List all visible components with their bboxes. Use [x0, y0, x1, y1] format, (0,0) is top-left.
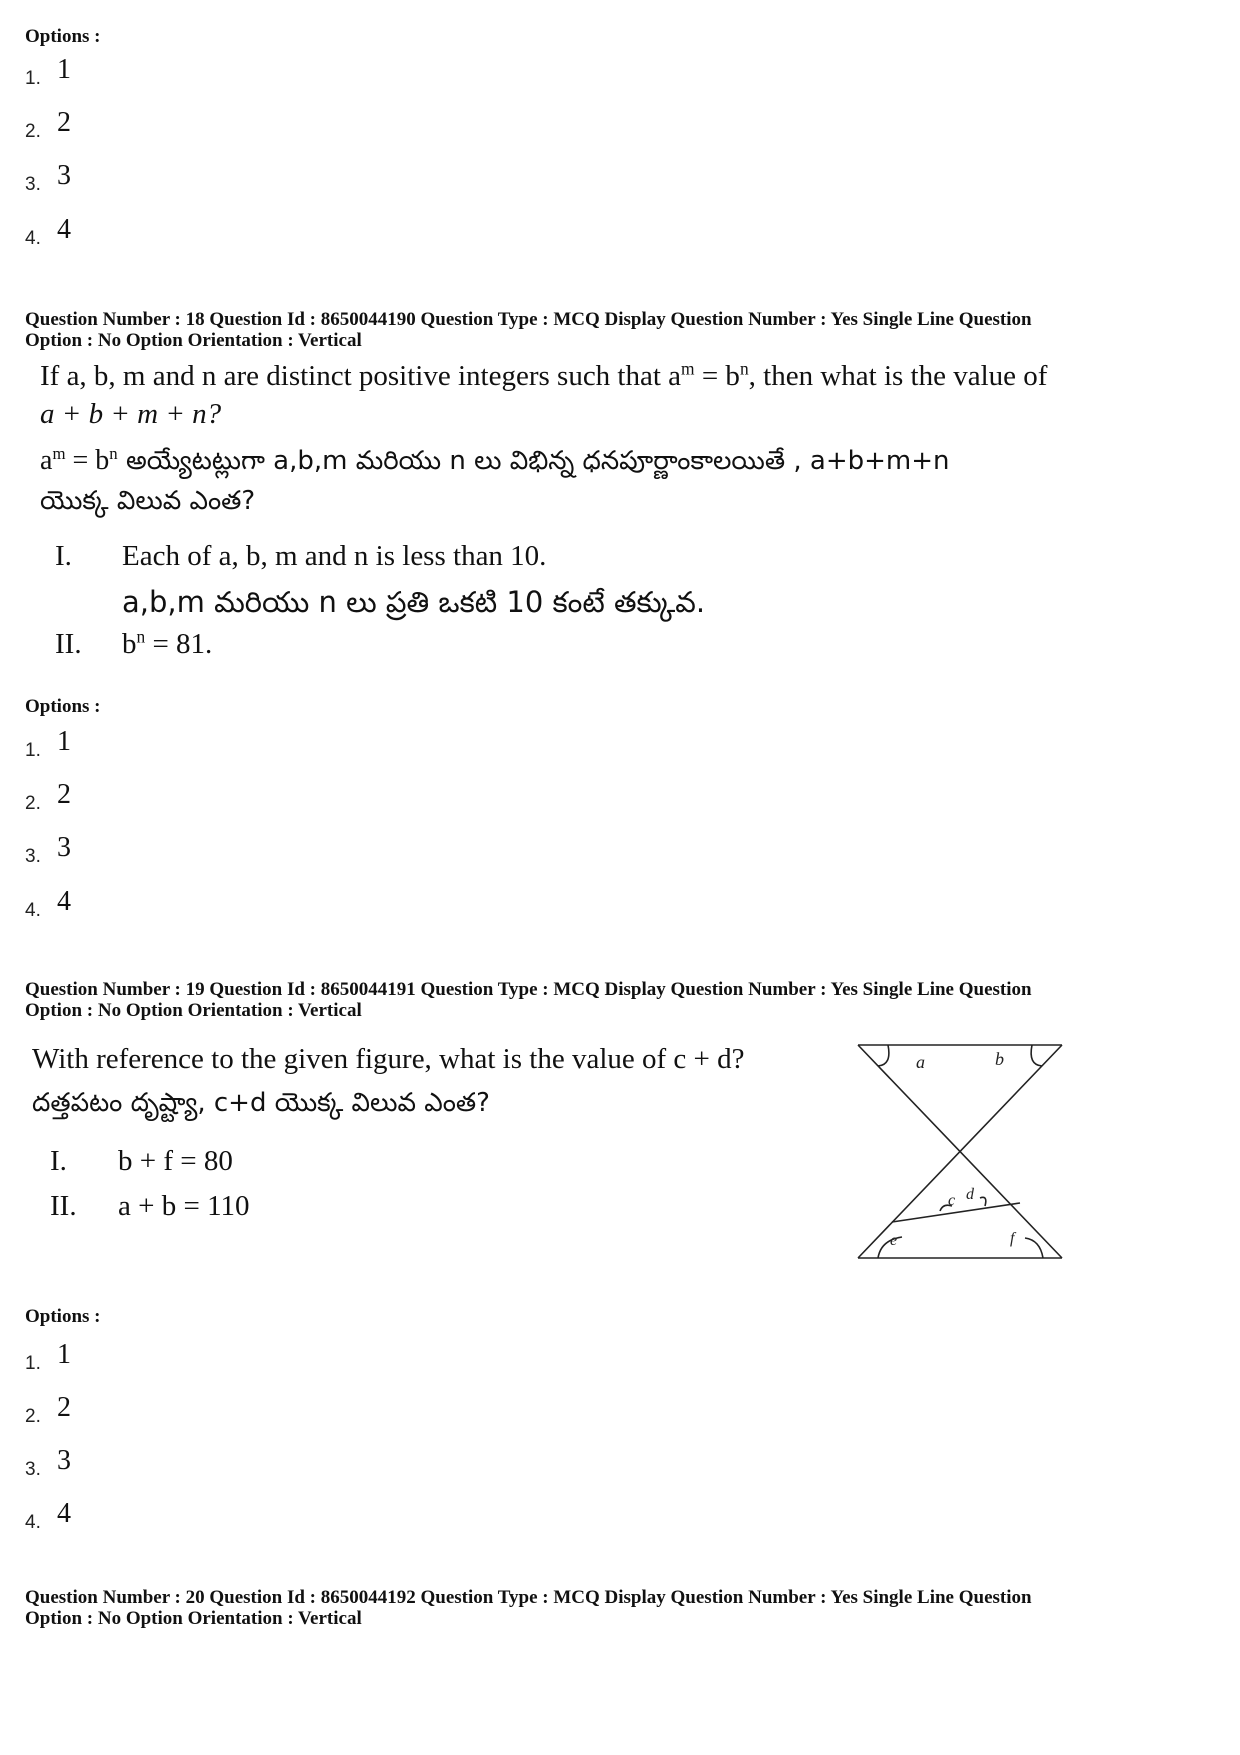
statement-1: b + f = 80	[118, 1145, 233, 1177]
option-number: 1.	[25, 740, 41, 761]
option-number: 4.	[25, 900, 41, 921]
option-3[interactable]	[25, 1445, 225, 1499]
option-value: 2	[57, 1392, 71, 1423]
option-4[interactable]	[25, 886, 225, 940]
question-meta-line2: Option : No Option Orientation : Vertical	[25, 1000, 362, 1021]
option-value: 1	[57, 54, 71, 85]
statement-1-roman: I.	[55, 540, 72, 572]
label-c: c	[948, 1192, 956, 1209]
statement-1-roman: I.	[50, 1145, 67, 1177]
option-value: 4	[57, 886, 71, 917]
option-1[interactable]	[25, 1339, 225, 1393]
question-meta	[25, 1587, 1032, 1629]
statement-2: $b^n = 81$.	[122, 626, 213, 660]
option-value: 2	[57, 107, 71, 138]
options-heading: Options :	[25, 696, 101, 717]
option-3[interactable]	[25, 160, 225, 214]
option-number: 3.	[25, 174, 41, 195]
option-value: 3	[57, 1445, 71, 1476]
question-text-en: If a, b, m and n are distinct positive integers such that $a^m = b^n$, then what is the value of a + b + m + n?	[40, 358, 1048, 430]
transversal	[892, 1203, 1020, 1222]
question-text-te: $a^m = b^n$ అయ్యేటట్లుగా a,b,m మరియు n లు విభిన్న ధనపూర్ణాంకాలయితే , a+b+m+n యొక్క విలువ ఎంత?	[40, 443, 950, 516]
option-value: 1	[57, 726, 71, 757]
question-meta-line2: Option : No Option Orientation : Vertical	[25, 1608, 362, 1629]
option-number: 4.	[25, 228, 41, 249]
label-a: a	[916, 1052, 925, 1072]
option-number: 3.	[25, 1459, 41, 1480]
option-number: 4.	[25, 1512, 41, 1533]
option-number: 3.	[25, 846, 41, 867]
question-text-en: With reference to the given figure, what is the value of c + d?	[32, 1043, 745, 1075]
option-value: 2	[57, 779, 71, 810]
option-number: 2.	[25, 121, 41, 142]
arc-d	[980, 1197, 986, 1206]
statement-2-roman: II.	[55, 628, 82, 660]
option-value: 4	[57, 1498, 71, 1529]
option-number: 2.	[25, 793, 41, 814]
arc-a	[878, 1045, 889, 1066]
geometry-figure	[850, 1035, 1075, 1265]
statement-1-te: a,b,m మరియు n లు ప్రతి ఒకటి 10 కంటే తక్కువ.	[122, 585, 706, 619]
arc-f	[1025, 1238, 1043, 1258]
option-number: 1.	[25, 1353, 41, 1374]
question-meta-line2: Option : No Option Orientation : Vertical	[25, 330, 362, 351]
option-2[interactable]	[25, 779, 225, 833]
option-value: 3	[57, 832, 71, 863]
options-heading: Options :	[25, 26, 101, 47]
option-value: 4	[57, 214, 71, 245]
label-d: d	[966, 1186, 974, 1203]
option-1[interactable]	[25, 726, 225, 780]
option-number: 2.	[25, 1406, 41, 1427]
question-meta-line1: Question Number : 19 Question Id : 8650044191 Question Type : MCQ Display Question Number : Yes Single Line Question	[25, 979, 1032, 1000]
option-value: 1	[57, 1339, 71, 1370]
label-e: e	[890, 1232, 898, 1249]
question-meta	[25, 979, 1032, 1021]
option-number: 1.	[25, 68, 41, 89]
option-3[interactable]	[25, 832, 225, 886]
statement-2: a + b = 110	[118, 1190, 250, 1222]
statement-2-roman: II.	[50, 1190, 77, 1222]
option-1[interactable]	[25, 54, 225, 108]
question-meta	[25, 309, 1032, 351]
option-4[interactable]	[25, 214, 225, 268]
option-2[interactable]	[25, 1392, 225, 1446]
question-meta-line1: Question Number : 18 Question Id : 8650044190 Question Type : MCQ Display Question Number : Yes Single Line Question	[25, 309, 1032, 330]
statement-1-en: Each of a, b, m and n is less than 10.	[122, 540, 547, 572]
option-4[interactable]	[25, 1498, 225, 1552]
arc-b	[1031, 1045, 1042, 1066]
option-2[interactable]	[25, 107, 225, 161]
question-text-te: దత్తపటం దృష్ట్యా, c+d యొక్క విలువ ఎంత?	[32, 1088, 490, 1118]
options-heading: Options :	[25, 1306, 101, 1327]
label-f: f	[1010, 1230, 1015, 1247]
question-meta-line1: Question Number : 20 Question Id : 8650044192 Question Type : MCQ Display Question Number : Yes Single Line Question	[25, 1587, 1032, 1608]
option-value: 3	[57, 160, 71, 191]
label-b: b	[995, 1049, 1004, 1069]
